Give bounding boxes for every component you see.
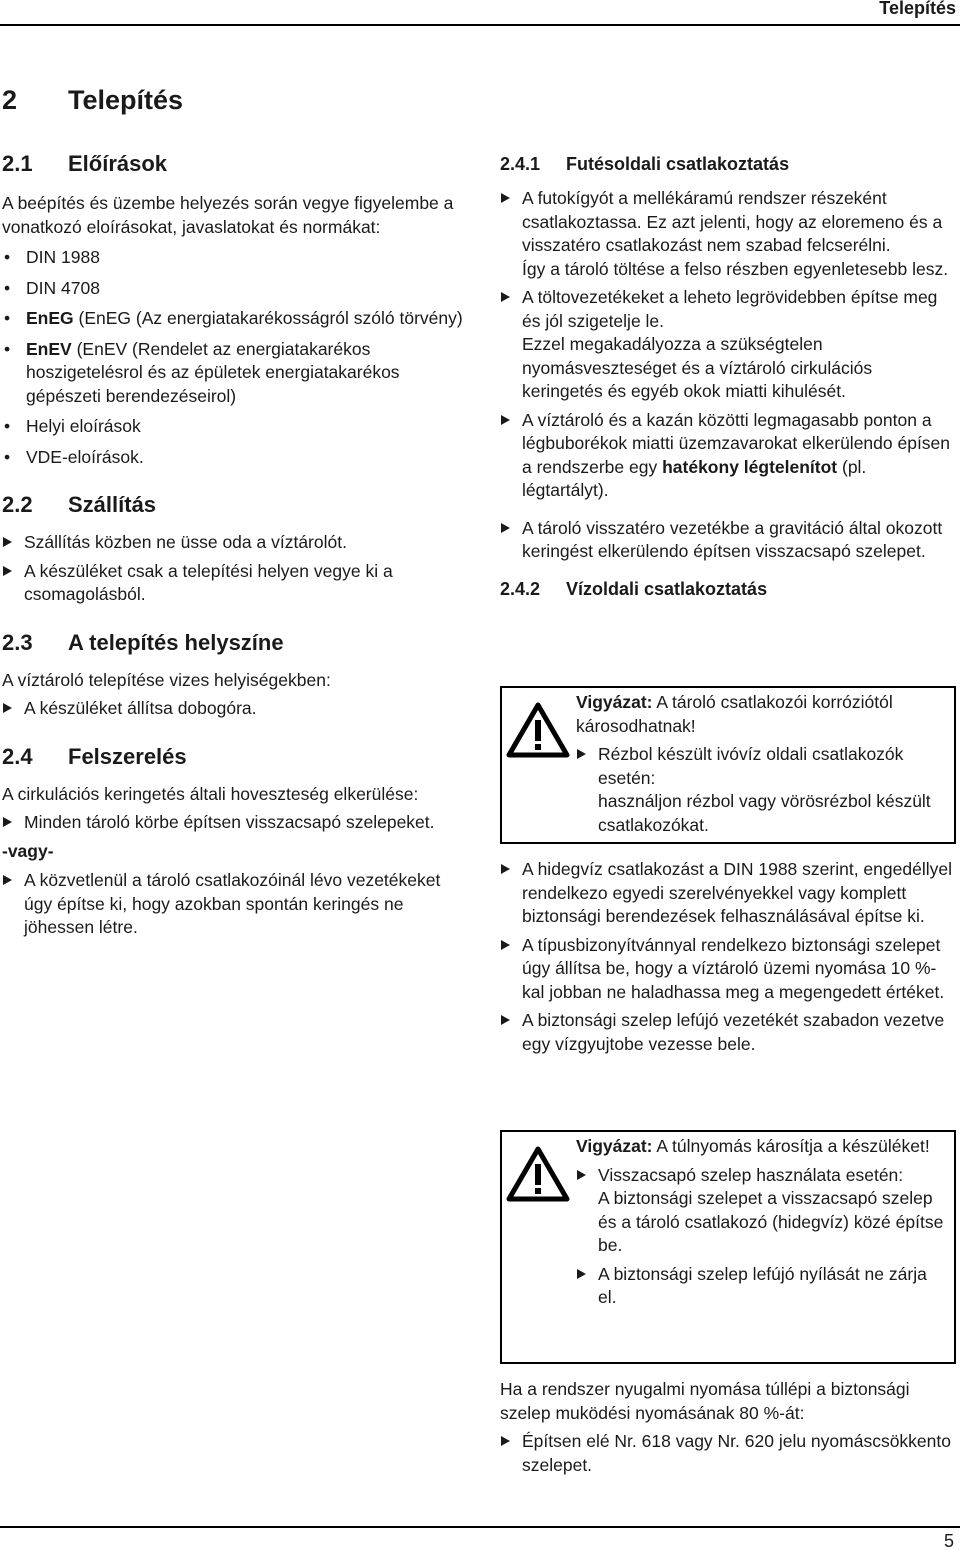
page-number: 5 (943, 1531, 954, 1550)
list-item: Építsen elé Nr. 618 vagy Nr. 620 jelu nyomáscsökkento szelepet. (500, 1430, 956, 1477)
list-item: A tároló visszatéro vezetékbe a gravitáció által okozott keringést elkerülendo építsen visszacsapó szelepet. (500, 517, 956, 564)
running-header: Telepítés (879, 0, 956, 18)
triangle-bullet-icon (501, 415, 510, 425)
bullet-dot-icon: • (4, 247, 11, 267)
list-item: A víztároló és a kazán közötti legmagasabb ponton a légbuborékok miatti üzemzavarokat elkerülendo épísen a rendszerbe egy hatékony légtelenítot (pl. légtartályt). (500, 409, 956, 503)
bullet-dot-icon: • (4, 338, 11, 359)
section-2-4-2-heading: 2.4.2 Vízoldali csatlakoztatás (500, 578, 768, 599)
warning-text: Vigyázat: A tároló csatlakozói korróziótól károsodhatnak! (576, 692, 893, 736)
closing-paragraph: Ha a rendszer nyugalmi nyomása túllépi a biztonsági szelep muködési nyomásának 80 %-át: (500, 1379, 910, 1423)
list-item: A hidegvíz csatlakozást a DIN 1988 szerint, engedéllyel rendelkezo egyedi szerelvényekkel vagy komplett biztonsági berendezések felhasználásával építse ki. (500, 858, 956, 929)
left-column (2, 150, 472, 940)
triangle-bullet-icon (501, 1015, 510, 1025)
triangle-bullet-icon (3, 875, 12, 885)
triangle-bullet-icon (577, 749, 586, 759)
bullet-dot-icon: • (4, 277, 11, 298)
warning-box-overpressure (500, 1130, 956, 1364)
triangle-bullet-icon (3, 817, 12, 827)
warning-text: Vigyázat: A túlnyomás károsítja a készüléket! (576, 1136, 930, 1156)
bullet-dot-icon: • (4, 446, 11, 467)
list-item: A töltovezetékeket a leheto legrövidebben építse meg és jól szigetelje le. Ezzel megakadályozza a szükségtelen nyomásveszteséget és a víztároló cirkulációs keringetés és egyéb okok miatti kihulését. (500, 286, 956, 404)
section-2-4-heading: 2.4 Felszerelés (2, 743, 187, 769)
list-item: A biztonsági szelep lefújó vezetékét szabadon vezetve egy vízgyujtobe vezesse bele. (500, 1009, 956, 1056)
regulations-list (2, 246, 472, 469)
triangle-bullet-icon (501, 940, 510, 950)
triangle-bullet-icon (501, 864, 510, 874)
section-2-4-intro: A cirkulációs keringetés általi hoveszteség elkerülése: (2, 783, 419, 804)
warning-box-corrosion (500, 686, 956, 844)
list-item: Szállítás közben ne üsse oda a víztárolót. (2, 531, 472, 555)
triangle-bullet-icon (501, 292, 510, 302)
triangle-bullet-icon (501, 193, 510, 203)
list-item: • Helyi eloírások (2, 415, 472, 439)
triangle-bullet-icon (3, 566, 12, 576)
section-2-4-1-heading: 2.4.1 Futésoldali csatlakoztatás (500, 154, 790, 174)
list-item: A futokígyót a mellékáramú rendszer részeként csatlakoztassa. Ez azt jelenti, hogy az eloremeno és a visszatéro csatlakozást nem szabad felcserélni. Így a tároló töltése a felso részben egyenletesebb lesz. (500, 187, 956, 281)
chapter-title: 2 Telepítés (2, 85, 184, 115)
section-2-2-heading: 2.2 Szállítás (2, 492, 157, 517)
bullet-dot-icon: • (4, 416, 11, 436)
warning-triangle-icon (506, 1146, 570, 1202)
footer-rule (0, 1526, 960, 1528)
section-2-3-intro: A víztároló telepítése vizes helyiségekben: (2, 669, 331, 690)
list-item: • DIN 4708 (2, 277, 472, 301)
triangle-bullet-icon (577, 1269, 586, 1279)
warning-triangle-icon (506, 702, 570, 758)
triangle-bullet-icon (3, 703, 12, 713)
list-item: Rézbol készült ivóvíz oldali csatlakozók esetén: használjon rézbol vagy vörösrézbol készült csatlakozókat. (576, 743, 948, 837)
triangle-bullet-icon (501, 1436, 510, 1446)
list-item: • EnEV (EnEV (Rendelet az energiatakarékos hoszigetelésrol és az épületek energiatakarékos gépészeti berendezéseirol) (4, 338, 400, 406)
section-2-1-intro: A beépítés és üzembe helyezés során vegye figyelembe a vonatkozó eloírásokat, javaslatokat és normákat: (2, 193, 454, 237)
list-item: • VDE-eloírások. (2, 446, 472, 470)
triangle-bullet-icon (501, 523, 510, 533)
right-column (500, 152, 956, 601)
list-item: • EnEG (EnEG (Az energiatakarékosságról szóló törvény) (2, 307, 472, 331)
list-item: A készüléket csak a telepítési helyen vegye ki a csomagolásból. (2, 560, 472, 607)
list-item: A biztonsági szelep lefújó nyílását ne zárja el. (576, 1263, 948, 1310)
list-item: Visszacsapó szelep használata esetén: A biztonsági szelepet a visszacsapó szelep és a tároló csatlakozó (hidegvíz) közé építse be. (576, 1164, 948, 1258)
list-item: A típusbizonyítvánnyal rendelkezo biztonsági szelepet úgy állítsa be, hogy a víztároló üzemi nyomása 10 %-kal jobban ne haladhassa meg a megengedett értéket. (500, 934, 956, 1005)
list-item: A készüléket állítsa dobogóra. (2, 697, 472, 721)
bullet-dot-icon: • (4, 308, 11, 328)
header-rule (0, 24, 960, 26)
section-2-1-heading: 2.1 Előírások (2, 151, 168, 176)
triangle-bullet-icon (577, 1170, 586, 1180)
triangle-bullet-icon (3, 537, 12, 547)
list-item: • DIN 1988 (2, 246, 472, 270)
list-item: Minden tároló körbe építsen visszacsapó szelepeket. (2, 811, 472, 835)
or-separator: -vagy- (2, 840, 54, 861)
list-item: A közvetlenül a tároló csatlakozóinál lévo vezetékeket úgy építse ki, hogy azokban spontán keringés ne jöhessen létre. (2, 869, 472, 940)
section-2-3-heading: 2.3 A telepítés helyszíne (2, 629, 284, 655)
